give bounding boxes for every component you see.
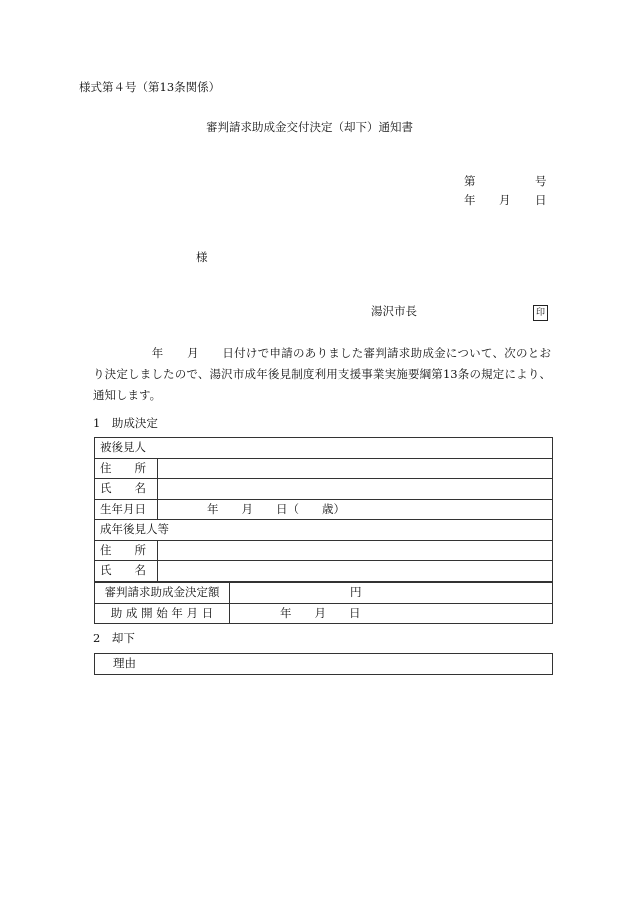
section2-heading: 2 却下 <box>93 631 135 645</box>
birthdate-value: 年 月 日（ 歳） <box>207 501 345 516</box>
addressee-suffix: 様 <box>196 250 208 264</box>
table-row <box>95 479 553 500</box>
reason-label: 理由 <box>113 656 136 670</box>
birthdate-field[interactable] <box>158 499 553 520</box>
table-row <box>95 583 553 604</box>
rejection-table <box>94 653 553 675</box>
start-date-value: 年 月 日 <box>280 605 361 620</box>
date-month: 月 <box>499 193 511 207</box>
amount-unit: 円 <box>350 585 362 599</box>
ward-name-label: 氏 名 <box>95 479 158 500</box>
start-date-field[interactable] <box>230 603 553 624</box>
start-date-label: 助 成 開 始 年 月 日 <box>95 603 230 624</box>
document-title: 審判請求助成金交付決定（却下）通知書 <box>206 120 413 134</box>
ward-name-field[interactable] <box>158 479 553 500</box>
ward-address-label: 住 所 <box>95 458 158 479</box>
birthdate-label: 生年月日 <box>95 499 158 520</box>
table-row <box>95 458 553 479</box>
guardian-name-label: 氏 名 <box>95 561 158 582</box>
date-day: 日 <box>535 193 547 207</box>
guardian-header: 成年後見人等 <box>95 520 553 541</box>
seal-stamp: 印 <box>533 305 548 321</box>
date-year: 年 <box>464 193 476 207</box>
table-row <box>95 520 553 541</box>
ward-header: 被後見人 <box>95 438 553 459</box>
ward-address-field[interactable] <box>158 458 553 479</box>
decision-table <box>94 437 553 582</box>
amount-field[interactable] <box>230 583 553 604</box>
reason-field[interactable] <box>95 654 553 675</box>
table-row <box>95 561 553 582</box>
table-row <box>95 438 553 459</box>
table-row <box>95 654 553 675</box>
form-number: 様式第４号（第13条関係） <box>79 80 221 94</box>
body-text: 年 月 日付けで申請のありました審判請求助成金について、次のとおり決定しましたので、湯沢市成年後見制度利用支援事業実施要綱第13条の規定により、通知します。 <box>93 346 551 402</box>
table-row <box>95 603 553 624</box>
amount-label: 審判請求助成金決定額 <box>95 583 230 604</box>
section1-heading: 1 助成決定 <box>93 416 158 430</box>
amount-table <box>94 582 553 624</box>
doc-number-suffix: 号 <box>535 174 547 188</box>
doc-number-prefix: 第 <box>464 174 476 188</box>
guardian-name-field[interactable] <box>158 561 553 582</box>
table-row <box>95 499 553 520</box>
issuer: 湯沢市長 <box>371 304 417 318</box>
table-row <box>95 540 553 561</box>
guardian-address-field[interactable] <box>158 540 553 561</box>
guardian-address-label: 住 所 <box>95 540 158 561</box>
